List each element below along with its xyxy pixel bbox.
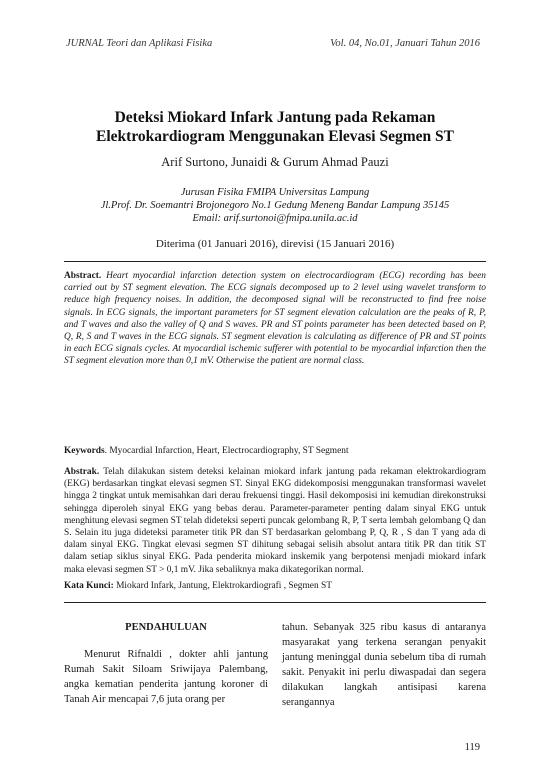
section-title: PENDAHULUAN xyxy=(125,622,207,633)
body-paragraph: Menurut Rifnaldi , dokter ahli jantung Rumah Sakit Siloam Sriwijaya Palembang, angka kematian penderita jantung koroner di Tanah Air mencapai 7,6 juta orang per xyxy=(64,649,268,705)
kata-kunci-label: Kata Kunci: xyxy=(64,581,114,591)
affiliation-email: Email: arif.surtonoi@fmipa.unila.ac.id xyxy=(192,213,358,224)
received-dates: Diterima (01 Januari 2016), direvisi (15 Januari 2016) xyxy=(155,238,395,250)
abstrak-text: Telah dilakukan sistem deteksi kelainan miokard infark jantung pada rekaman elektrokardiogram (EKG) berdasarkan tingkat elevasi segmen ST. Sinyal EKG didekomposisi menggunakan transformasi wavelet hingga 2 tingkat untuk memisahkan dari derau frekuensi tinggi. Hasil dekomposisi ini kemudian direkonstruksi sehingga diperoleh sinyal EKG yang bebas derau. Parameter-parameter penting dalam sinyal EKG untuk menghitung elevasi segmen ST telah dideteksi seperti puncak gelombang R, P, T serta lembah gelombang Q dan S. Selain itu juga dideteksi parameter titik PR dan ST berdasarkan gelombang P, Q, R , S dan T yang ada di dalam sinyal EKG. Tingkat elevasi segmen ST dihitung sebagai selisih absolut antara titik PR dan titik ST dalam setiap siklus sinyal EKG. Pada penderita miokard inskemik yang berpotensi menjadi miokard infark maka elevasi segmen ST > 0,1 mV. Jika sebaliknya maka dikategorikan normal. xyxy=(64,467,486,575)
affiliation-dept: Jurusan Fisika FMIPA Universitas Lampung xyxy=(180,187,370,198)
authors: Arif Surtono, Junaidi & Gurum Ahmad Pauzi xyxy=(161,155,389,169)
abstract-text: Heart myocardial infarction detection system on electrocardiogram (ECG) recording has been carried out by ST segment elevation. The ECG signals decomposed up to 2 level using wavelet transform to reduce high frequency noises. In addition, the decomposed signal will be reconstructed to find free noise signals. In ECG signals, the important parameters for ST segment elevation calculation are the peaks of R, P, and T waves and also the valley of Q and S waves. PR and ST points parameter has been detected based on P, Q, R, S and T waves in the ECG signals. ST segment elevation is calculating as difference of PR and ST points in each ECG signals cycles. At myocardial ischemic sufferer with potential to be myocardial infarction then the ST segment elevation more than 0,1 mV. Otherwise the patient are normal class. xyxy=(64,271,486,367)
keywords-label: Keywords xyxy=(64,446,105,456)
body-paragraph-continued: tahun. Sebanyak 325 ribu kasus di antaranya masyarakat yang terkena serangan penyakit jantung meninggal dunia sebelum tiba di rumah sakit. Penyakit ini perlu diwaspadai dan segera dilakukan langkah antisipasi karena serangannya xyxy=(282,622,486,708)
journal-volume: Vol. 04, No.01, Januari Tahun 2016 xyxy=(330,38,480,49)
page-number: 119 xyxy=(464,742,480,753)
body-column-right xyxy=(282,620,486,710)
abstract-label: Abstract. xyxy=(64,271,102,281)
keywords-text: . Myocardial Infarction, Heart, Electrocardiography, ST Segment xyxy=(104,446,349,456)
top-divider xyxy=(64,261,486,262)
abstract-indonesian xyxy=(64,466,486,576)
kata-kunci-text: Miokard Infark, Jantung, Elektrokardiografi , Segmen ST xyxy=(113,581,332,591)
abstract-english xyxy=(64,270,486,368)
paper-title: Deteksi Miokard Infark Jantung pada Rekaman Elektrokardiogram Menggunakan Elevasi Segmen ST xyxy=(96,109,454,145)
bottom-divider xyxy=(64,602,486,603)
keywords-indonesian xyxy=(64,580,486,592)
affiliation-address: Jl.Prof. Dr. Soemantri Brojonegoro No.1 Gedung Meneng Bandar Lampung 35145 xyxy=(100,200,450,211)
affiliation xyxy=(60,186,490,225)
keywords-english xyxy=(64,445,486,457)
journal-name: JURNAL Teori dan Aplikasi Fisika xyxy=(66,38,213,49)
abstrak-label: Abstrak. xyxy=(64,467,100,477)
body-column-left xyxy=(64,620,268,707)
